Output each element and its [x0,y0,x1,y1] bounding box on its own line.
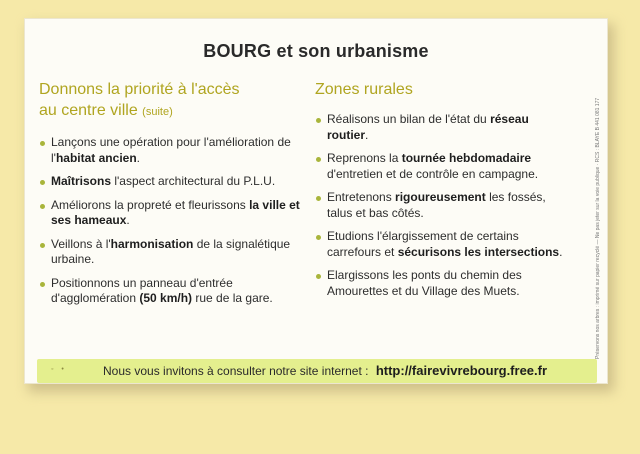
website-link[interactable]: http://fairevivrebourg.free.fr [375,363,548,378]
right-list [315,112,563,299]
right-column [315,79,563,307]
flyer-card [24,18,608,384]
list-item: Lançons une opération pour l'amélioration de l'habitat ancien. [39,135,309,166]
legal-sidenote: Préservons nos arbres : imprimé sur papier recyclé — Ne pas jeter sur la voie publique · RCS : BLAYE B 441 081 177 [595,97,601,359]
left-column [39,79,309,315]
list-item: Réalisons un bilan de l'état du réseau routier. [315,112,563,143]
footer-banner [37,359,597,383]
left-heading-suffix: (suite) [142,106,173,118]
list-item: Entretenons rigoureusement les fossés, talus et bas côtés. [315,190,563,221]
footer-dots-icon: ◦ • [51,366,67,373]
list-item: Elargissons les ponts du chemin des Amourettes et du Village des Muets. [315,268,563,299]
list-item: Reprenons la tournée hebdomadaire d'entretien et de contrôle en campagne. [315,151,563,182]
list-item: Positionnons un panneau d'entrée d'agglomération (50 km/h) rue de la gare. [39,276,309,307]
page-title: BOURG et son urbanisme [203,41,429,61]
list-item: Veillons à l'harmonisation de la signalétique urbaine. [39,237,309,268]
left-heading-line2: au centre ville [39,102,138,119]
footer-text [103,363,547,378]
left-list [39,135,309,307]
left-heading [39,79,309,123]
left-heading-line1: Donnons la priorité à l'accès [39,81,240,98]
list-item: Etudions l'élargissement de certains carrefours et sécurisons les intersections. [315,229,563,260]
footer-invite: Nous vous invitons à consulter notre site internet : [103,364,369,378]
list-item: Maîtrisons l'aspect architectural du P.L.U. [39,174,309,190]
right-heading: Zones rurales [315,81,413,98]
list-item: Améliorons la propreté et fleurissons la ville et ses hameaux. [39,198,309,229]
